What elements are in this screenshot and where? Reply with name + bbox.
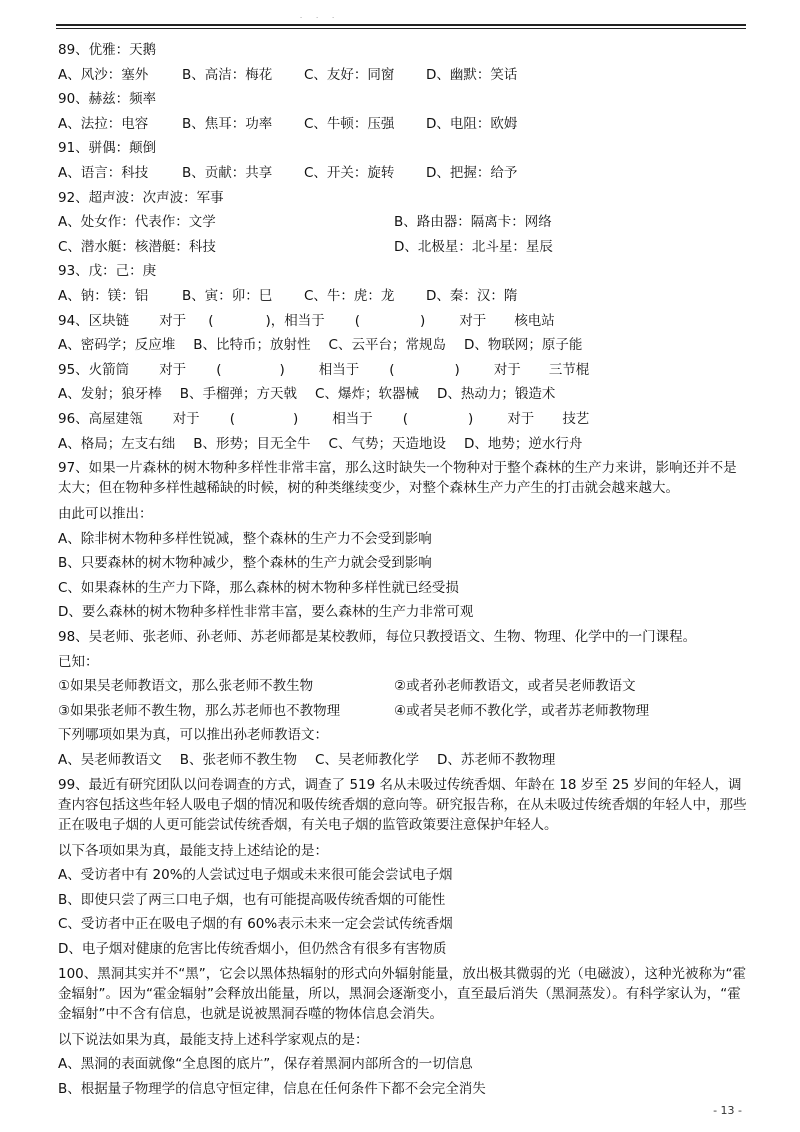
q94-xiangdang: )，相当于 xyxy=(265,312,325,329)
option-b: B、高洁：梅花 xyxy=(182,66,273,83)
q96-dui-2: 对于 xyxy=(507,410,535,427)
options-93 xyxy=(58,284,748,309)
conditions-34 xyxy=(58,699,748,724)
option-b: B、形势；目无全牛 xyxy=(193,435,311,452)
question-96 xyxy=(58,407,748,432)
q95-paren-open-2: ( xyxy=(389,361,395,378)
option-a: A、法拉：电容 xyxy=(58,115,149,132)
q95-term: 95、火箭筒 xyxy=(58,361,130,378)
option-c: C、开关：旋转 xyxy=(304,164,395,181)
q96-paren-close: ) xyxy=(292,410,299,427)
option-b: B、只要森林的树木物种减少，整个森林的生产力就会受到影响 xyxy=(58,555,432,572)
q96-paren-open-2: ( xyxy=(402,410,409,427)
options-92-ab xyxy=(58,210,748,235)
question-99: 99、最近有研究团队以问卷调查的方式，调查了 519 名从未吸过传统香烟、年龄在 18 岁至 25 岁间的年轻人，调查内容包括这些年轻人吸电子烟的情况和吸传统香烟的意向等。研究报告称，在从未吸过传统香烟的年轻人中，那些正在吸电子烟的人更可能尝试传统香烟，有关电子烟的监管政策要注意保护年轻人。 xyxy=(58,776,747,833)
option-c: C、爆炸；软器械 xyxy=(315,386,419,403)
option-c: C、友好：同窗 xyxy=(304,66,395,83)
option-c: C、吴老师教化学 xyxy=(315,752,419,769)
option-c: C、云平台；常规岛 xyxy=(328,337,446,354)
condition-3: ③如果张老师不教生物，那么苏老师也不教物理 xyxy=(58,702,341,719)
option-a: A、发射；狼牙棒 xyxy=(58,386,162,403)
option-b: B、张老师不教生物 xyxy=(179,752,298,769)
option-b: B、寅：卯：巳 xyxy=(182,287,273,304)
option-b: B、焦耳：功率 xyxy=(182,115,273,132)
option-a: A、钠：镁：铝 xyxy=(58,287,149,304)
q94-term-2: 核电站 xyxy=(514,312,555,329)
options-91 xyxy=(58,161,748,186)
option-a: A、吴老师教语文 xyxy=(58,752,162,769)
option-a: A、除非树木物种多样性锐减，整个森林的生产力不会受到影响 xyxy=(58,530,432,547)
prompt-98: 下列哪项如果为真，可以推出孙老师教语文： xyxy=(58,727,328,744)
question-100: 100、黑洞其实并不“黑”，它会以黑体热辐射的形式向外辐射能量，放出极其微弱的光（电磁波），这种光被称为“霍金辐射”。因为“霍金辐射”会释放出能量，所以，黑洞会逐渐变小，直至最后消失（黑洞蒸发）。有科学家认为，“霍金辐射”中不含有信息，也就是说被黑洞吞噬的物体信息会消失。 xyxy=(58,965,746,1022)
option-d: D、电子烟对健康的危害比传统香烟小，但仍然含有很多有害物质 xyxy=(58,941,447,957)
option-a: A、黑洞的表面就像“全息图的底片”，保存着黑洞内部所含的一切信息 xyxy=(58,1056,473,1073)
prompt-97: 由此可以推出： xyxy=(58,506,153,523)
q96-paren-open: ( xyxy=(229,410,235,427)
option-b: B、即使只尝了两三口电子烟，也有可能提高吸传统香烟的可能性 xyxy=(58,891,446,908)
q94-paren-open: ( xyxy=(208,312,214,329)
question-93: 93、戊：己：庚 xyxy=(58,263,157,280)
condition-2: ②或者孙老师教语文，或者吴老师教语文 xyxy=(394,678,636,695)
question-91: 91、骈偶：颠倒 xyxy=(58,140,157,157)
option-b: B、根据量子物理学的信息守恒定律，信息在任何条件下都不会完全消失 xyxy=(58,1080,486,1097)
option-d: D、秦：汉：隋 xyxy=(426,287,518,304)
q96-dui: 对于 xyxy=(172,410,200,427)
options-89 xyxy=(58,63,748,88)
q94-dui: 对于 xyxy=(159,312,187,329)
conditions-12 xyxy=(58,674,748,699)
q95-xiangdang: 相当于 xyxy=(318,361,360,378)
options-96 xyxy=(58,432,748,457)
option-d: D、幽默：笑话 xyxy=(426,66,518,83)
option-b: B、比特币；放射性 xyxy=(193,337,311,354)
option-a: A、密码学；反应堆 xyxy=(58,337,176,354)
question-89: 89、优雅：天鹅 xyxy=(58,42,157,58)
q95-dui: 对于 xyxy=(159,361,187,378)
q94-dui-2: 对于 xyxy=(459,312,487,329)
question-92: 92、超声波：次声波：军事 xyxy=(58,189,224,206)
header-rule xyxy=(56,24,746,26)
option-a: A、语言：科技 xyxy=(58,164,149,181)
option-d: D、把握：给予 xyxy=(426,164,518,181)
condition-1: ①如果吴老师教语文，那么张老师不教生物 xyxy=(58,678,314,695)
option-d: D、要么森林的树木物种多样性非常丰富，要么森林的生产力非常可观 xyxy=(58,604,474,621)
option-d: D、地势；逆水行舟 xyxy=(463,435,583,452)
page-number: - 13 - xyxy=(713,1104,742,1117)
option-c: C、受访者中正在吸电子烟的有 60%表示未来一定会尝试传统香烟 xyxy=(58,916,453,933)
condition-4: ④或者吴老师不教化学，或者苏老师教物理 xyxy=(394,702,650,719)
q94-paren-open-2: ( xyxy=(354,312,361,329)
q96-term: 96、高屋建瓴 xyxy=(58,410,143,427)
q95-dui-2: 对于 xyxy=(493,361,521,378)
known-label: 已知： xyxy=(58,653,99,670)
options-98 xyxy=(58,748,748,773)
q96-term-2: 技艺 xyxy=(562,410,590,427)
option-d: D、热动力；锻造术 xyxy=(436,386,556,403)
options-95 xyxy=(58,382,748,407)
header-mark: - - - xyxy=(300,14,341,21)
q94-paren-close: ) xyxy=(420,312,426,329)
q96-xiangdang: 相当于 xyxy=(332,410,373,427)
option-c: C、牛：虎：龙 xyxy=(304,287,395,304)
option-a: A、风沙：塞外 xyxy=(58,66,149,83)
q96-paren-close-2: ) xyxy=(468,410,474,427)
prompt-100: 以下说法如果为真，最能支持上述科学家观点的是： xyxy=(58,1031,369,1048)
question-94 xyxy=(58,309,748,334)
question-95 xyxy=(58,358,748,383)
option-c: C、牛顿：压强 xyxy=(304,115,395,132)
option-b: B、贡献：共享 xyxy=(182,164,273,181)
options-94 xyxy=(58,333,748,358)
option-b: B、手榴弹；方天戟 xyxy=(179,386,298,403)
option-c: C、如果森林的生产力下降，那么森林的树木物种多样性就已经受损 xyxy=(58,579,459,596)
option-a: A、格局；左支右绌 xyxy=(58,435,176,452)
option-a: A、处女作：代表作：文学 xyxy=(58,214,216,231)
option-d: D、苏老师不教物理 xyxy=(436,752,556,769)
option-c: C、气势；天造地设 xyxy=(328,435,446,452)
option-b: B、路由器：隔离卡：网络 xyxy=(394,214,552,231)
q94-term: 94、区块链 xyxy=(58,312,130,329)
prompt-99: 以下各项如果为真，最能支持上述结论的是： xyxy=(58,842,328,859)
header-rule-thin xyxy=(56,28,746,29)
document-body xyxy=(58,38,748,1101)
q95-term-2: 三节棍 xyxy=(548,361,590,378)
option-c: C、潜水艇：核潜艇：科技 xyxy=(58,238,216,255)
options-90 xyxy=(58,112,748,137)
q95-paren-open: ( xyxy=(216,361,222,378)
option-d: D、物联网；原子能 xyxy=(463,337,583,354)
question-98: 98、吴老师、张老师、孙老师、苏老师都是某校教师，每位只教授语文、生物、物理、化学中的一门课程。 xyxy=(58,629,697,646)
q95-paren-close: ) xyxy=(279,361,285,378)
question-90: 90、赫兹：频率 xyxy=(58,91,157,108)
question-97: 97、如果一片森林的树木物种多样性非常丰富，那么这时缺失一个物种对于整个森林的生产力来讲，影响还并不是太大；但在物种多样性越稀缺的时候，树的种类继续变少，对整个森林生产力产生的打击就会越来越大。 xyxy=(58,460,737,497)
option-d: D、北极星：北斗星：星辰 xyxy=(394,238,553,255)
option-d: D、电阻：欧姆 xyxy=(426,115,518,132)
option-a: A、受访者中有 20%的人尝试过电子烟或未来很可能会尝试电子烟 xyxy=(58,867,453,884)
options-92-cd xyxy=(58,235,748,260)
q95-paren-close-2: ) xyxy=(454,361,460,378)
